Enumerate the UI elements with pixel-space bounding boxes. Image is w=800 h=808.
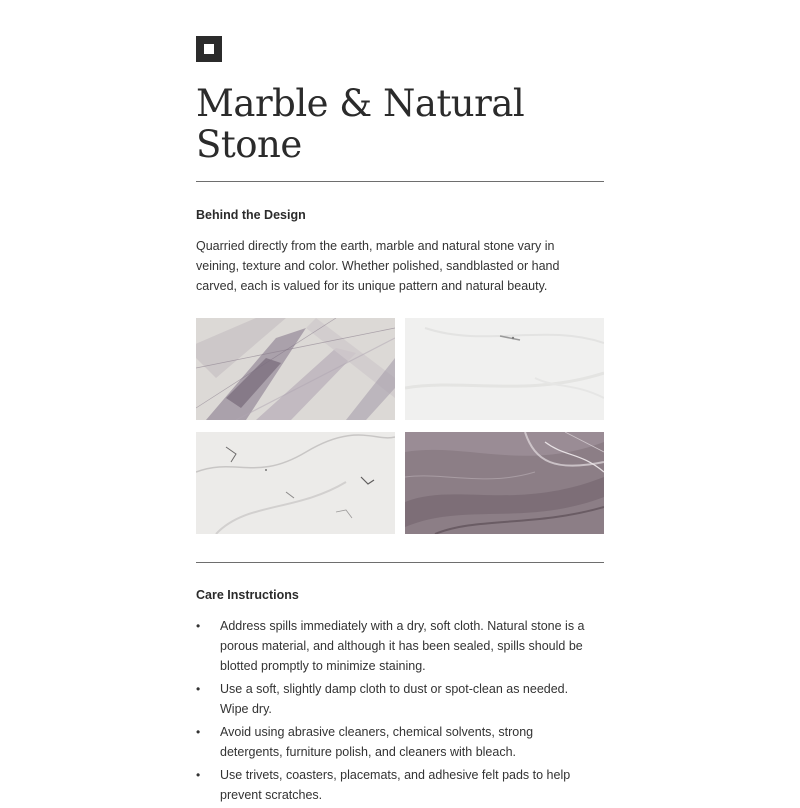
brand-logo-icon bbox=[196, 36, 222, 62]
swatch-grid bbox=[196, 318, 604, 534]
divider bbox=[196, 181, 604, 182]
list-item: • Use trivets, coasters, placemats, and adhesive felt pads to help prevent scratches. bbox=[196, 765, 590, 805]
bullet-icon: • bbox=[196, 768, 201, 783]
divider bbox=[196, 562, 604, 563]
care-instructions-heading: Care Instructions bbox=[196, 588, 299, 603]
swatch-lilac-veined-marble bbox=[196, 318, 395, 420]
behind-design-heading: Behind the Design bbox=[196, 208, 306, 223]
bullet-icon: • bbox=[196, 619, 201, 634]
swatch-white-marble bbox=[405, 318, 604, 420]
swatch-carrara-marble bbox=[196, 432, 395, 534]
list-item: • Address spills immediately with a dry, soft cloth. Natural stone is a porous material, and although it has been sealed, spills should be blotted promptly to minimize staining. bbox=[196, 616, 590, 676]
bullet-icon: • bbox=[196, 682, 201, 697]
behind-design-text: Quarried directly from the earth, marble and natural stone vary in veining, texture and color. Whether polished, sandblasted or hand carved, each is valued for its unique pattern and natural beauty. bbox=[196, 239, 560, 294]
swatch-purple-marble bbox=[405, 432, 604, 534]
bullet-icon: • bbox=[196, 725, 201, 740]
care-sheet bbox=[196, 36, 604, 808]
list-item: • Avoid using abrasive cleaners, chemical solvents, strong detergents, furniture polish, and cleaners with bleach. bbox=[196, 722, 590, 762]
care-instructions-list bbox=[196, 616, 604, 805]
list-item: • Use a soft, slightly damp cloth to dust or spot-clean as needed. Wipe dry. bbox=[196, 679, 590, 719]
page-title: Marble & Natural Stone bbox=[196, 82, 525, 166]
